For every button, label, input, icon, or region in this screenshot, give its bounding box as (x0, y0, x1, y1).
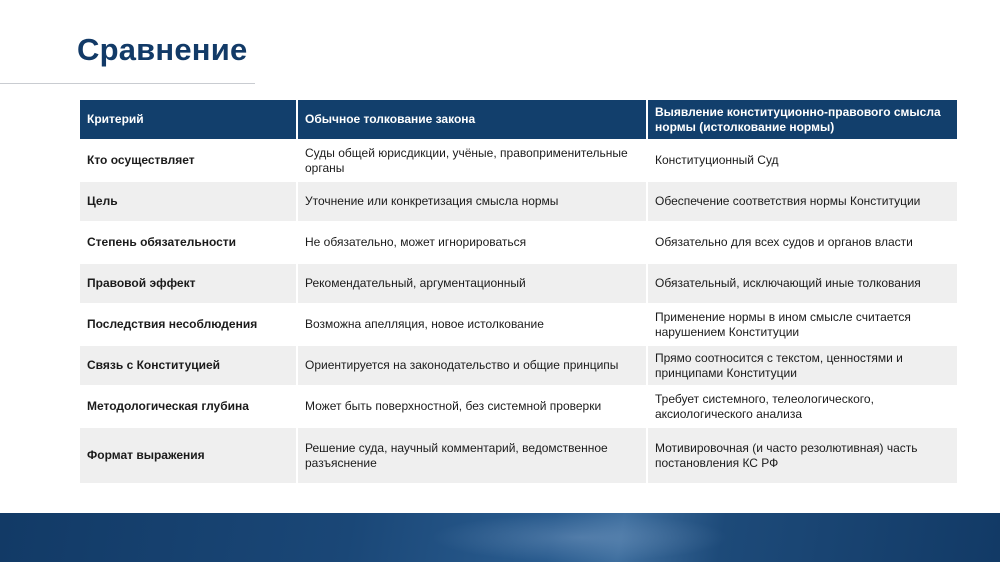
row-criterion: Кто осуществляет (80, 141, 296, 180)
table-row (80, 182, 957, 221)
table-header-row (80, 100, 957, 139)
row-criterion: Формат выражения (80, 428, 296, 483)
row-criterion: Последствия несоблюдения (80, 305, 296, 344)
row-ordinary-value: Возможна апелляция, новое истолкование (298, 305, 646, 344)
row-constitutional-value: Мотивировочная (и часто резолютивная) часть постановления КС РФ (648, 428, 957, 483)
comparison-table (78, 98, 959, 485)
row-criterion: Степень обязательности (80, 223, 296, 262)
row-constitutional-value: Обязательно для всех судов и органов власти (648, 223, 957, 262)
row-criterion: Цель (80, 182, 296, 221)
table-row (80, 141, 957, 180)
table-row (80, 223, 957, 262)
row-constitutional-value: Обеспечение соответствия нормы Конституции (648, 182, 957, 221)
header-criterion: Критерий (80, 100, 296, 139)
row-criterion: Связь с Конституцией (80, 346, 296, 385)
row-ordinary-value: Рекомендательный, аргументационный (298, 264, 646, 303)
row-constitutional-value: Конституционный Суд (648, 141, 957, 180)
header-constitutional-interpretation: Выявление конституционно-правового смысла нормы (истолкование нормы) (648, 100, 957, 139)
table-row (80, 305, 957, 344)
table-row (80, 387, 957, 426)
row-ordinary-value: Уточнение или конкретизация смысла нормы (298, 182, 646, 221)
footer-band (0, 513, 1000, 562)
row-ordinary-value: Ориентируется на законодательство и общие принципы (298, 346, 646, 385)
row-ordinary-value: Может быть поверхностной, без системной проверки (298, 387, 646, 426)
page-title: Сравнение (77, 32, 248, 67)
row-ordinary-value: Решение суда, научный комментарий, ведомственное разъяснение (298, 428, 646, 483)
row-constitutional-value: Применение нормы в ином смысле считается нарушением Конституции (648, 305, 957, 344)
table-row (80, 264, 957, 303)
row-criterion: Правовой эффект (80, 264, 296, 303)
table-row (80, 428, 957, 483)
row-ordinary-value: Суды общей юрисдикции, учёные, правоприменительные органы (298, 141, 646, 180)
table-row (80, 346, 957, 385)
title-divider (0, 83, 255, 84)
row-constitutional-value: Прямо соотносится с текстом, ценностями и принципами Конституции (648, 346, 957, 385)
row-ordinary-value: Не обязательно, может игнорироваться (298, 223, 646, 262)
header-ordinary-interpretation: Обычное толкование закона (298, 100, 646, 139)
footer-band-highlight (430, 513, 730, 562)
row-criterion: Методологическая глубина (80, 387, 296, 426)
row-constitutional-value: Требует системного, телеологического, аксиологического анализа (648, 387, 957, 426)
row-constitutional-value: Обязательный, исключающий иные толкования (648, 264, 957, 303)
